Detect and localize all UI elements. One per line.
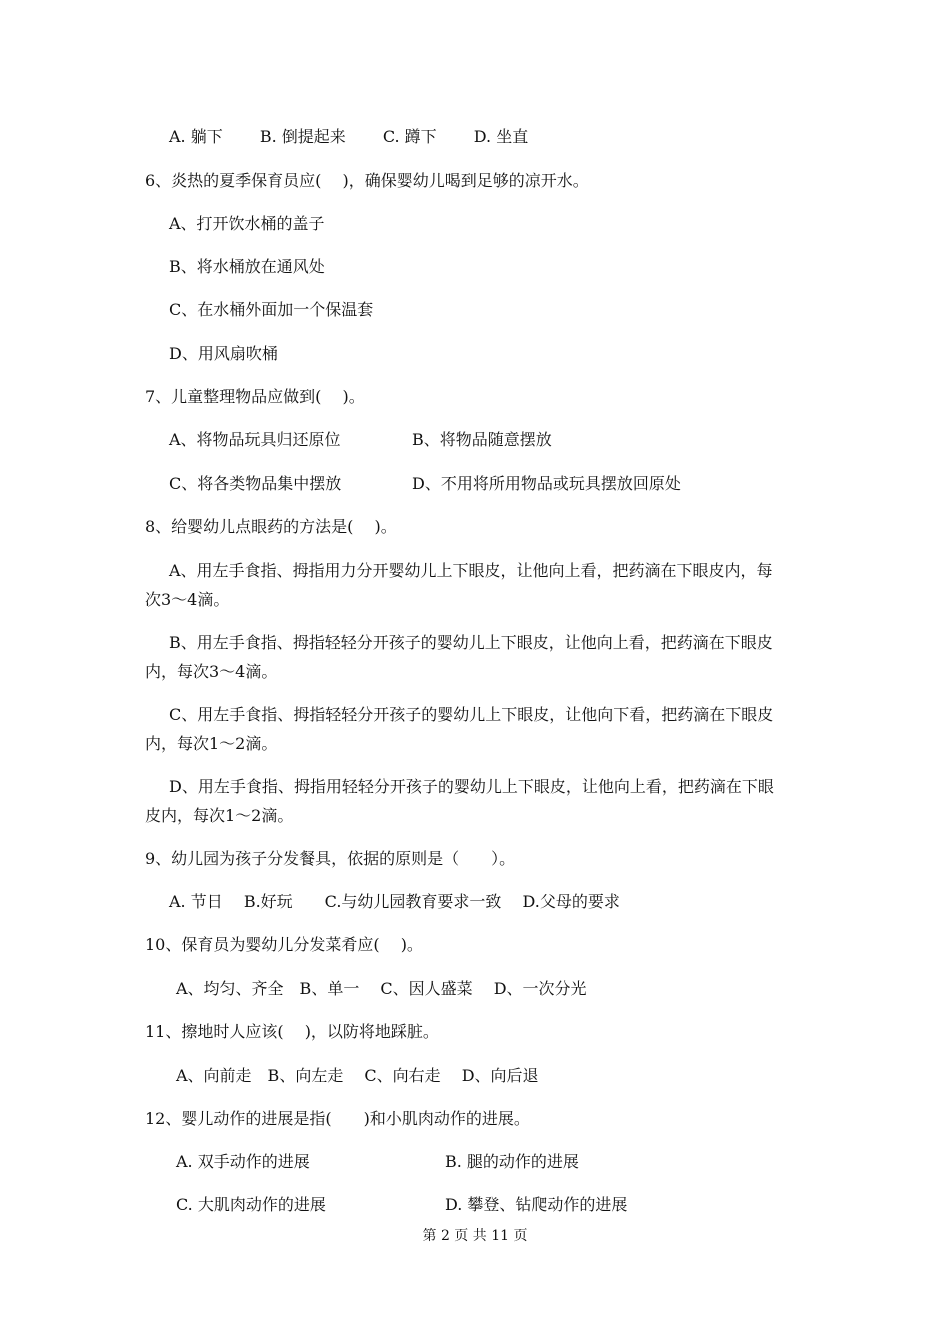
q8-option-b-line2: 内，每次3～4滴。 xyxy=(145,662,278,681)
q8-option-c-line1: C、用左手食指、拇指轻轻分开孩子的婴幼儿上下眼皮，让他向下看，把药滴在下眼皮 xyxy=(169,705,774,724)
question-6: 6、炎热的夏季保育员应( )，确保婴幼儿喝到足够的凉开水。 xyxy=(145,171,589,190)
q6-option-c: C、在水桶外面加一个保温套 xyxy=(169,300,374,319)
question-7: 7、儿童整理物品应做到( )。 xyxy=(145,387,365,406)
q12-option-a: A. 双手动作的进展 xyxy=(176,1152,310,1171)
q7-option-b: B、将物品随意摆放 xyxy=(412,430,552,449)
q8-option-d-line2: 皮内，每次1～2滴。 xyxy=(145,806,294,825)
q7-option-c: C、将各类物品集中摆放 xyxy=(169,474,342,493)
q7-option-a: A、将物品玩具归还原位 xyxy=(169,430,341,449)
q12-option-b: B. 腿的动作的进展 xyxy=(445,1152,579,1171)
q5-options: A. 躺下 B. 倒提起来 C. 蹲下 D. 坐直 xyxy=(169,127,529,146)
question-9: 9、幼儿园为孩子分发餐具，依据的原则是（ ）。 xyxy=(145,849,516,868)
question-8: 8、给婴幼儿点眼药的方法是( )。 xyxy=(145,517,397,536)
q8-option-d-line1: D、用左手食指、拇指用轻轻分开孩子的婴幼儿上下眼皮，让他向上看，把药滴在下眼 xyxy=(169,777,774,796)
q8-option-c-line2: 内，每次1～2滴。 xyxy=(145,734,278,753)
q9-options: A. 节日 B.好玩 C.与幼儿园教育要求一致 D.父母的要求 xyxy=(169,892,620,911)
question-10: 10、保育员为婴幼儿分发菜肴应( )。 xyxy=(145,935,423,954)
q6-option-d: D、用风扇吹桶 xyxy=(169,344,278,363)
q11-options: A、向前走 B、向左走 C、向右走 D、向后退 xyxy=(176,1066,539,1085)
q6-option-b: B、将水桶放在通风处 xyxy=(169,257,325,276)
q10-options: A、均匀、齐全 B、单一 C、因人盛菜 D、一次分光 xyxy=(176,979,587,998)
q8-option-a-line2: 次3～4滴。 xyxy=(145,590,230,609)
q12-option-d: D. 攀登、钻爬动作的进展 xyxy=(445,1195,628,1214)
q12-option-c: C. 大肌肉动作的进展 xyxy=(176,1195,326,1214)
q7-option-d: D、不用将所用物品或玩具摆放回原处 xyxy=(412,474,681,493)
question-11: 11、擦地时人应该( )，以防将地踩脏。 xyxy=(145,1022,439,1041)
question-12: 12、婴儿动作的进展是指( )和小肌肉动作的进展。 xyxy=(145,1109,530,1128)
page-footer: 第 2 页 共 11 页 xyxy=(422,1228,528,1244)
q6-option-a: A、打开饮水桶的盖子 xyxy=(169,214,325,233)
q8-option-a-line1: A、用左手食指、拇指用力分开婴幼儿上下眼皮，让他向上看，把药滴在下眼皮内，每 xyxy=(169,561,773,580)
q8-option-b-line1: B、用左手食指、拇指轻轻分开孩子的婴幼儿上下眼皮，让他向上看，把药滴在下眼皮 xyxy=(169,633,773,652)
